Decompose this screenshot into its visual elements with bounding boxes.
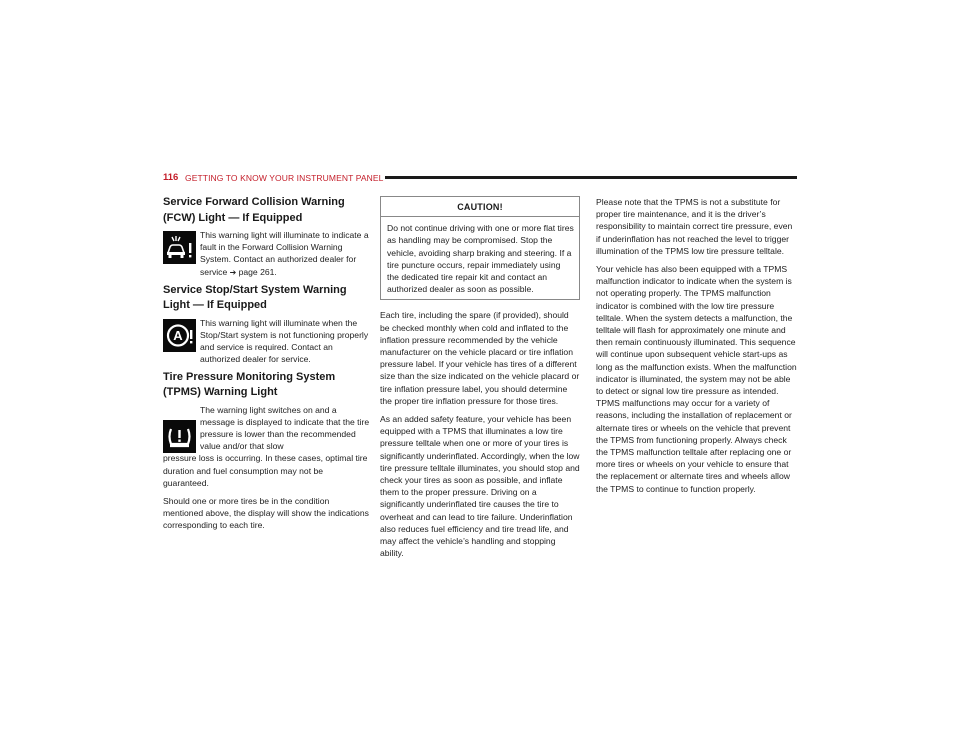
fcw-warning-icon xyxy=(163,231,196,264)
fcw-text: This warning light will illuminate to indicate a fault in the Forward Collision Warning System. Contact an authorized dealer for service ➔ page 261. xyxy=(200,230,369,277)
tpms-para2: Should one or more tires be in the condition mentioned above, the display will show the indications corresponding to each tire. xyxy=(163,496,369,531)
stop-start-icon xyxy=(163,319,196,352)
caution-box xyxy=(380,196,580,300)
caution-text: Do not continue driving with one or more flat tires as handling may be compromised. Stop the vehicle, avoiding sharp braking and steering. If a tire puncture occurs, repair immediately using the dedicated tire repair kit and contact an authorized dealer as soon as possible. xyxy=(387,223,574,295)
col2-para2: As an added safety feature, your vehicle has been equipped with a TPMS that illuminates a low tire pressure telltale when one or more of your tires is significantly underinflated. Accordingly, when the low tire pressure telltale illuminates, you should stop and check your tires as soon as possible, and inflate them to the proper pressure. Driving on a significantly underinflated tire causes the tire to overheat and can lead to tire failure. Underinflation also reduces fuel efficiency and tire tread life, and may affect the vehicle’s handling and stopping ability. xyxy=(380,414,580,559)
svg-text:A: A xyxy=(173,327,183,343)
tpms-block xyxy=(163,404,371,453)
fcw-page-link[interactable]: page 261. xyxy=(238,266,277,277)
header-rule xyxy=(385,176,797,179)
stopstart-block xyxy=(163,317,371,366)
column-middle xyxy=(380,196,580,565)
tpms-heading: Tire Pressure Monitoring System (TPMS) Warning Light xyxy=(163,370,336,399)
fcw-block xyxy=(163,229,371,279)
stopstart-text: This warning light will illuminate when the Stop/Start system is not functioning properly and service is required. Contact an authorized dealer for service. xyxy=(200,317,369,365)
tire-pressure-icon xyxy=(163,420,196,453)
section-title: GETTING TO KNOW YOUR INSTRUMENT PANEL xyxy=(185,172,384,183)
page-header xyxy=(163,172,797,186)
column-left xyxy=(163,195,371,538)
page-number: 116 xyxy=(163,172,179,183)
caution-title: CAUTION! xyxy=(381,197,579,217)
tpms-text-beside: The warning light switches on and a message is displayed to indicate that the tire pressure is lower than the recommended value and/or that slow xyxy=(200,404,370,452)
xref-arrow-icon: ➔ xyxy=(229,267,239,277)
column-right xyxy=(596,196,798,501)
fcw-heading: Service Forward Collision Warning (FCW) Light — If Equipped xyxy=(163,196,345,224)
col3-para2: Your vehicle has also been equipped with a TPMS malfunction indicator to indicate when the system is not operating properly. The TPMS malfunction indicator is combined with the low tire pressure telltale. When the system detects a malfunction, the telltale will flash for approximately one minute and then remain continuously illuminated. This sequence will continue upon subsequent vehicle start-ups as long as the malfunction exists. When the malfunction indicator is illuminated, the system may not be able to detect or signal low tire pressure as intended. TPMS malfunctions may occur for a variety of reasons, including the installation of replacement or alternate tires or wheels on the vehicle that prevent the TPMS from functioning properly. Always check the TPMS malfunction telltale after replacing one or more tires or wheels on your vehicle to ensure that the replacement or alternate tires and wheels allow the TPMS to continue to function properly. xyxy=(596,264,797,494)
tpms-text-wrap: pressure loss is occurring. In these cases, optimal tire duration and fuel consumption may not be guaranteed. xyxy=(163,453,368,488)
col3-para1: Please note that the TPMS is not a substitute for proper tire maintenance, and it is the driver’s responsibility to maintain correct tire pressure, even if underinflation has not reached the level to trigger illumination of the TPMS low tire pressure telltale. xyxy=(596,197,793,256)
col2-para1: Each tire, including the spare (if provided), should be checked monthly when cold and inflated to the inflation pressure recommended by the vehicle manufacturer on the vehicle placard or tire inflation pressure label. If your vehicle has tires of a different size than the size indicated on the vehicle placard or tire inflation pressure label, you should determine the proper tire inflation pressure for those tires. xyxy=(380,310,580,406)
stopstart-heading: Service Stop/Start System Warning Light — If Equipped xyxy=(163,283,347,312)
